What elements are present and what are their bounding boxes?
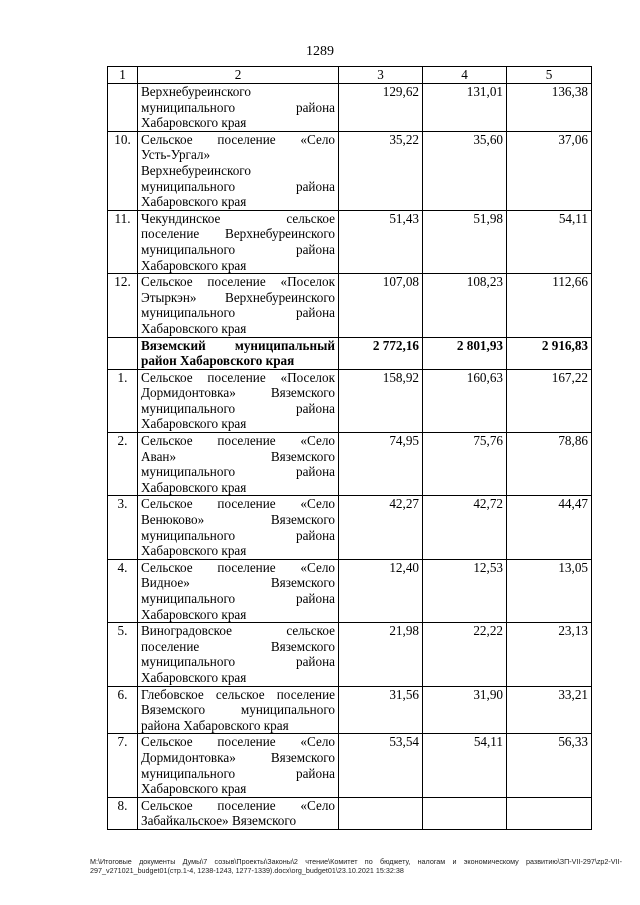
row-number bbox=[108, 84, 138, 132]
row-number: 2. bbox=[108, 433, 138, 496]
page-number: 1289 bbox=[306, 44, 334, 59]
row-name-line: Сельское поселение «Село bbox=[141, 131, 335, 147]
row-name-line: Хабаровского края bbox=[141, 669, 247, 685]
row-value-col-4: 131,01 bbox=[423, 84, 507, 132]
row-name-line: Усть-Ургал» bbox=[141, 147, 211, 163]
table-row bbox=[108, 686, 592, 734]
row-name-line: район Хабаровского края bbox=[141, 353, 295, 369]
row-number bbox=[108, 337, 138, 369]
row-value-col-5: 23,13 bbox=[507, 623, 592, 686]
row-name-line: Сельское поселение «Село bbox=[141, 797, 335, 813]
row-value-col-3: 21,98 bbox=[339, 623, 423, 686]
row-number: 5. bbox=[108, 623, 138, 686]
row-name-line: Сельское поселение «Село bbox=[141, 559, 335, 575]
row-value-col-4: 108,23 bbox=[423, 274, 507, 337]
row-number: 12. bbox=[108, 274, 138, 337]
row-name-line: муниципального района bbox=[141, 654, 335, 670]
row-number: 8. bbox=[108, 797, 138, 829]
row-name bbox=[138, 496, 339, 559]
row-value-col-5 bbox=[507, 797, 592, 829]
row-name bbox=[138, 623, 339, 686]
row-value-col-5: 54,11 bbox=[507, 210, 592, 273]
table-row bbox=[108, 623, 592, 686]
table-row bbox=[108, 734, 592, 797]
table-row bbox=[108, 433, 592, 496]
row-name-line: муниципального района bbox=[141, 241, 335, 257]
row-name bbox=[138, 797, 339, 829]
row-value-col-5: 136,38 bbox=[507, 84, 592, 132]
row-name-line: Хабаровского края bbox=[141, 320, 247, 336]
row-value-col-3 bbox=[339, 797, 423, 829]
row-name-line: муниципального района bbox=[141, 591, 335, 606]
header-col-4: 4 bbox=[423, 67, 507, 84]
row-value-col-4: 51,98 bbox=[423, 210, 507, 273]
budget-table bbox=[107, 66, 592, 830]
row-name-line: поселение Вяземского bbox=[141, 638, 335, 654]
row-value-col-5: 33,21 bbox=[507, 686, 592, 734]
row-value-col-4: 42,72 bbox=[423, 496, 507, 559]
row-name-line: района Хабаровского края bbox=[141, 717, 289, 733]
row-name-line: Хабаровского края bbox=[141, 416, 247, 432]
row-value-col-5: 13,05 bbox=[507, 559, 592, 622]
header-col-1: 1 bbox=[108, 67, 138, 84]
row-value-col-3: 2 772,16 bbox=[339, 337, 423, 369]
row-name-line: Дормидонтовка» Вяземского bbox=[141, 385, 335, 401]
row-number: 11. bbox=[108, 210, 138, 273]
row-value-col-5: 44,47 bbox=[507, 496, 592, 559]
row-value-col-3: 107,08 bbox=[339, 274, 423, 337]
row-value-col-3: 53,54 bbox=[339, 734, 423, 797]
table-row bbox=[108, 131, 592, 210]
row-name-line: Сельское поселение «Поселок bbox=[141, 369, 335, 385]
table-row bbox=[108, 210, 592, 273]
table-row bbox=[108, 84, 592, 132]
row-name bbox=[138, 433, 339, 496]
row-name-line: Этыркэн» Верхнебуреинского bbox=[141, 289, 335, 305]
row-name-line: Виноградовское сельское bbox=[141, 623, 335, 639]
row-number: 1. bbox=[108, 369, 138, 432]
row-value-col-4: 160,63 bbox=[423, 369, 507, 432]
row-value-col-5: 78,86 bbox=[507, 433, 592, 496]
row-name-line: Дормидонтовка» Вяземского bbox=[141, 749, 335, 765]
row-value-col-4: 54,11 bbox=[423, 734, 507, 797]
row-value-col-4: 75,76 bbox=[423, 433, 507, 496]
row-value-col-5: 167,22 bbox=[507, 369, 592, 432]
row-value-col-5: 2 916,83 bbox=[507, 337, 592, 369]
row-name-line: Сельское поселение «Поселок bbox=[141, 274, 335, 290]
row-name-line: муниципального района bbox=[141, 464, 335, 480]
row-name-line: Венюково» Вяземского bbox=[141, 512, 335, 528]
row-name bbox=[138, 274, 339, 337]
row-name-line: Верхнебуреинского bbox=[141, 162, 251, 178]
table-row bbox=[108, 274, 592, 337]
row-name bbox=[138, 734, 339, 797]
row-name-line: Видное» Вяземского bbox=[141, 575, 335, 591]
row-number: 4. bbox=[108, 559, 138, 622]
row-value-col-3: 158,92 bbox=[339, 369, 423, 432]
row-value-col-5: 37,06 bbox=[507, 131, 592, 210]
row-value-col-4: 2 801,93 bbox=[423, 337, 507, 369]
row-name-line: Забайкальское» Вяземского bbox=[141, 813, 297, 829]
table-header-row bbox=[108, 67, 592, 84]
row-value-col-4: 31,90 bbox=[423, 686, 507, 734]
row-number: 3. bbox=[108, 496, 138, 559]
table-row bbox=[108, 797, 592, 829]
row-name bbox=[138, 84, 339, 132]
row-number: 7. bbox=[108, 734, 138, 797]
row-value-col-5: 112,66 bbox=[507, 274, 592, 337]
row-number: 10. bbox=[108, 131, 138, 210]
row-name-line: Верхнебуреинского bbox=[141, 84, 251, 99]
row-name bbox=[138, 337, 339, 369]
row-name-line: муниципального района bbox=[141, 765, 335, 781]
row-name-line: муниципального района bbox=[141, 305, 335, 321]
row-value-col-3: 31,56 bbox=[339, 686, 423, 734]
row-name bbox=[138, 559, 339, 622]
row-value-col-3: 51,43 bbox=[339, 210, 423, 273]
row-name-line: Глебовское сельское поселение bbox=[141, 686, 335, 702]
row-name-line: Хабаровского края bbox=[141, 257, 247, 273]
header-col-3: 3 bbox=[339, 67, 423, 84]
row-value-col-3: 12,40 bbox=[339, 559, 423, 622]
row-value-col-5: 56,33 bbox=[507, 734, 592, 797]
row-name-line: муниципального района bbox=[141, 400, 335, 416]
row-name-line: муниципального района bbox=[141, 527, 335, 543]
document-footer-path: M:\Итоговые документы Думы\7 созыв\Проекты\Законы\2 чтение\Комитет по бюджету, налогам и экономическому развитию\ЗП-VII-297\zp2-VII-297_v271021_budget01(стр.1-4, 1238-1243, 1277-1339).docx\org_budget01\23.10.2021 15:32:38 bbox=[90, 857, 622, 875]
row-name-line: Хабаровского края bbox=[141, 606, 247, 622]
row-value-col-3: 74,95 bbox=[339, 433, 423, 496]
row-value-col-3: 35,22 bbox=[339, 131, 423, 210]
row-name bbox=[138, 210, 339, 273]
row-value-col-3: 42,27 bbox=[339, 496, 423, 559]
table-row bbox=[108, 369, 592, 432]
row-value-col-4: 12,53 bbox=[423, 559, 507, 622]
row-name-line: Вяземский муниципальный bbox=[141, 337, 335, 353]
header-col-5: 5 bbox=[507, 67, 592, 84]
row-name-line: поселение Верхнебуреинского bbox=[141, 226, 335, 242]
row-name-line: Сельское поселение «Село bbox=[141, 734, 335, 750]
row-name-line: муниципального района bbox=[141, 99, 335, 115]
header-col-2: 2 bbox=[138, 67, 339, 84]
row-value-col-4: 22,22 bbox=[423, 623, 507, 686]
table-row bbox=[108, 337, 592, 369]
table-row bbox=[108, 559, 592, 622]
row-name-line: Сельское поселение «Село bbox=[141, 496, 335, 512]
row-value-col-3: 129,62 bbox=[339, 84, 423, 132]
row-name-line: Хабаровского края bbox=[141, 479, 247, 495]
row-name-line: Чекундинское сельское bbox=[141, 210, 335, 226]
row-name bbox=[138, 369, 339, 432]
row-name-line: Хабаровского края bbox=[141, 115, 247, 131]
row-value-col-4 bbox=[423, 797, 507, 829]
row-name bbox=[138, 131, 339, 210]
row-name bbox=[138, 686, 339, 734]
row-name-line: муниципального района bbox=[141, 178, 335, 194]
row-number: 6. bbox=[108, 686, 138, 734]
row-name-line: Аван» Вяземского bbox=[141, 448, 335, 464]
row-name-line: Хабаровского края bbox=[141, 781, 247, 797]
row-value-col-4: 35,60 bbox=[423, 131, 507, 210]
row-name-line: Хабаровского края bbox=[141, 543, 247, 559]
row-name-line: Хабаровского края bbox=[141, 194, 247, 210]
row-name-line: Сельское поселение «Село bbox=[141, 433, 335, 449]
table-row bbox=[108, 496, 592, 559]
row-name-line: Вяземского муниципального bbox=[141, 702, 335, 718]
